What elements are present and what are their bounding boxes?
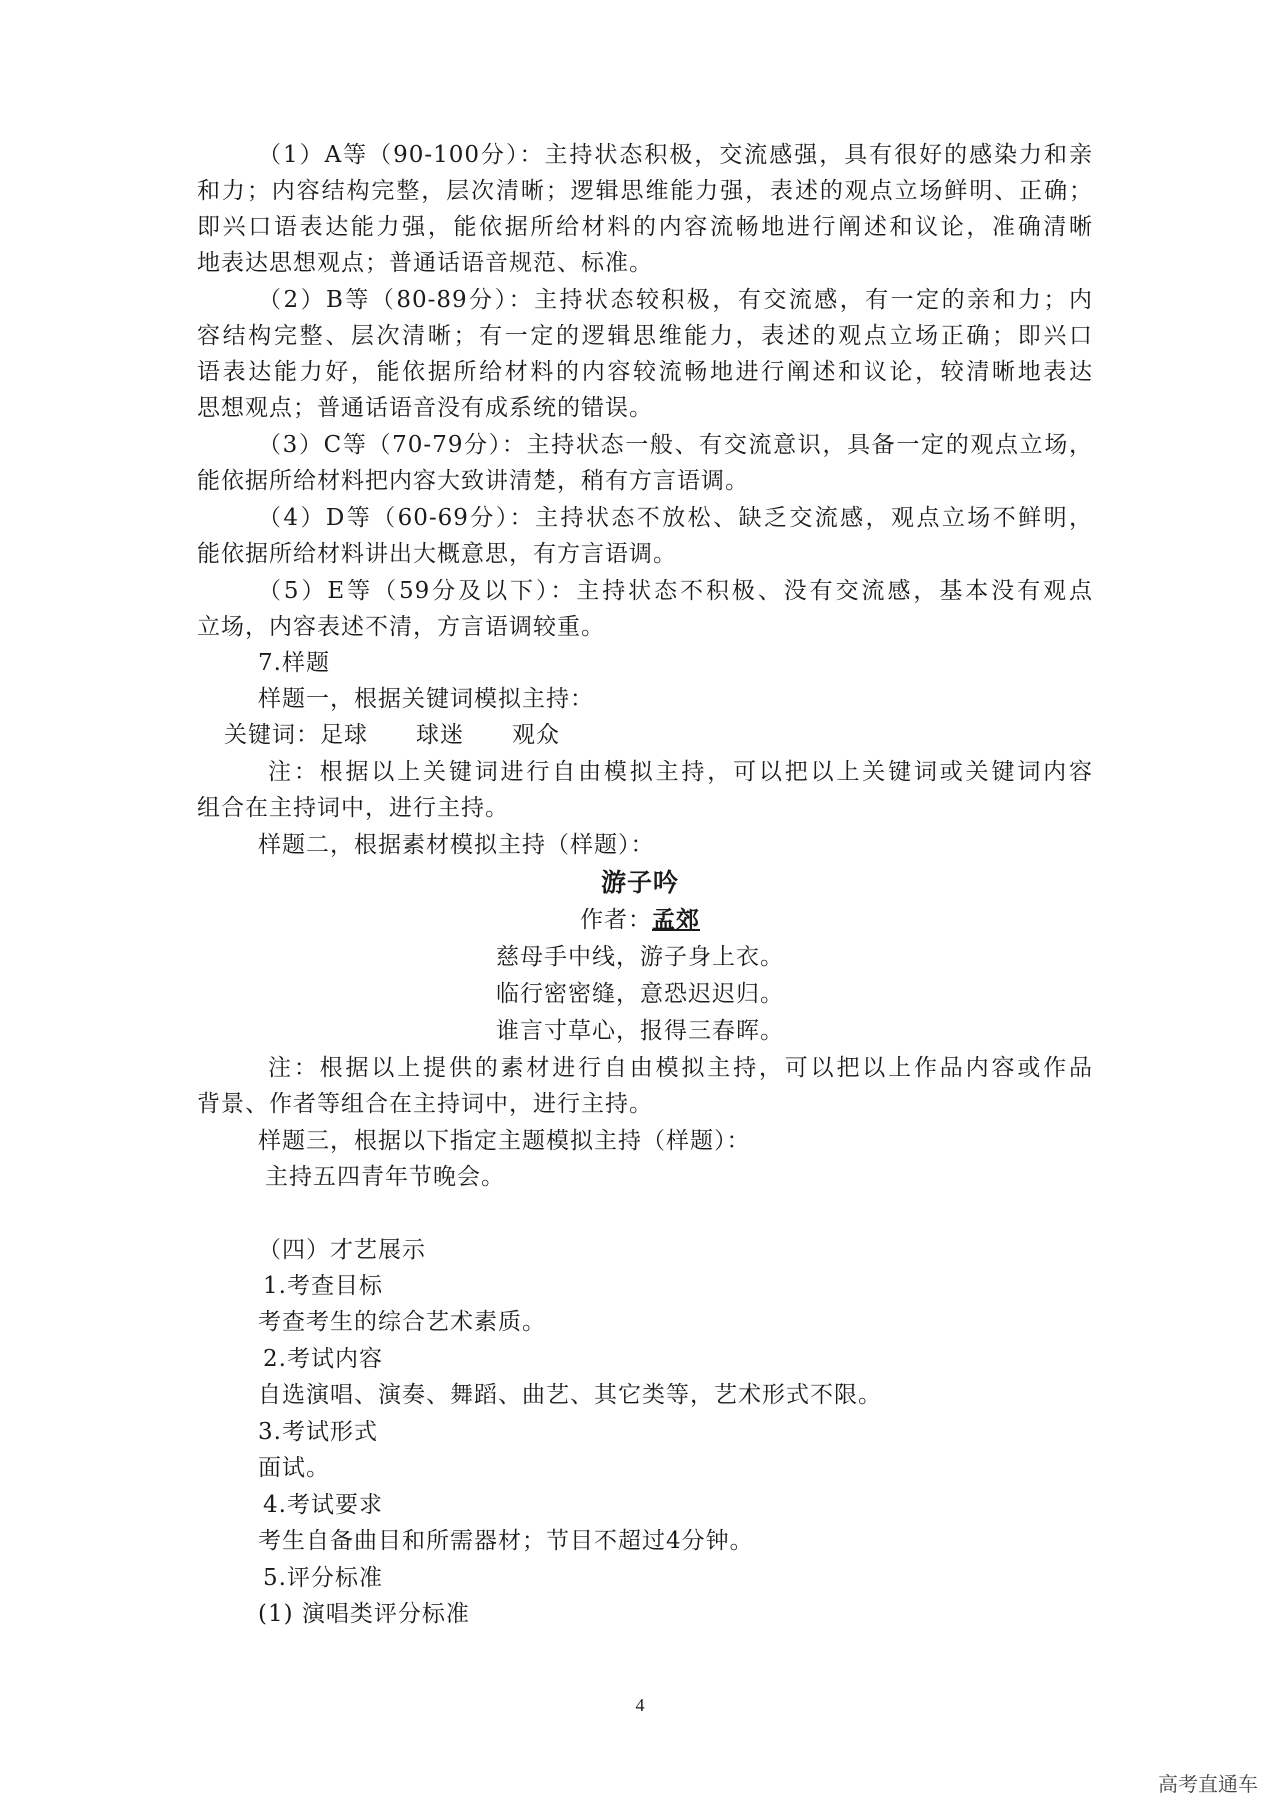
grade-b-line-2: 容结构完整、层次清晰；有一定的逻辑思维能力，表述的观点立场正确；即兴口 (197, 323, 1093, 349)
sample-1-intro: 样题一，根据关键词模拟主持： (258, 686, 594, 712)
poem-line-2: 临行密密缝，意恐迟迟归。 (496, 981, 784, 1007)
talent-heading: （四）才艺展示 (258, 1237, 426, 1263)
talent-s4-title: 4.考试要求 (263, 1492, 383, 1518)
grade-c-line-2: 能依据所给材料把内容大致讲清楚，稍有方言语调。 (197, 468, 749, 494)
poem-author-label: 作者： (580, 907, 652, 933)
grade-c-line-1: （3）C等（70-79分）：主持状态一般、有交流意识，具备一定的观点立场， (258, 432, 1093, 458)
sample-1-keywords: 关键词：足球 球迷 观众 (224, 722, 560, 748)
samples-heading: 7.样题 (258, 650, 330, 676)
talent-s3-text: 面试。 (258, 1455, 330, 1481)
sample-3-intro: 样题三，根据以下指定主题模拟主持（样题）： (258, 1128, 751, 1154)
grade-a-line-2: 和力；内容结构完整，层次清晰；逻辑思维能力强，表述的观点立场鲜明、正确； (197, 178, 1093, 204)
grade-b-line-4: 思想观点；普通话语音没有成系统的错误。 (197, 395, 653, 421)
talent-s4-text: 考生自备曲目和所需器材；节目不超过4分钟。 (258, 1528, 754, 1554)
sample-2-note-line-2: 背景、作者等组合在主持词中，进行主持。 (197, 1091, 653, 1117)
talent-s2-text: 自选演唱、演奏、舞蹈、曲艺、其它类等，艺术形式不限。 (258, 1382, 882, 1408)
grade-d-line-1: （4）D等（60-69分）：主持状态不放松、缺乏交流感，观点立场不鲜明， (258, 505, 1093, 531)
poem-line-1: 慈母手中线，游子身上衣。 (496, 944, 784, 970)
grade-a-line-4: 地表达思想观点；普通话语音规范、标准。 (197, 250, 653, 276)
watermark-text: 高考直通车 (1158, 1772, 1258, 1796)
talent-s5-sub: (1) 演唱类评分标准 (258, 1601, 470, 1627)
sample-1-note-line-1: 注：根据以上关键词进行自由模拟主持，可以把以上关键词或关键词内容 (268, 759, 1093, 785)
talent-s3-title: 3.考试形式 (258, 1419, 378, 1445)
grade-a-line-3: 即兴口语表达能力强，能依据所给材料的内容流畅地进行阐述和议论，准确清晰 (197, 214, 1093, 240)
sample-2-note-line-1: 注：根据以上提供的素材进行自由模拟主持，可以把以上作品内容或作品 (268, 1055, 1093, 1081)
grade-b-line-3: 语表达能力好，能依据所给材料的内容较流畅地进行阐述和议论，较清晰地表达 (197, 359, 1093, 385)
poem-title: 游子吟 (600, 868, 679, 897)
poem-author-line (0, 905, 1280, 935)
talent-s2-title: 2.考试内容 (263, 1346, 383, 1372)
grade-e-line-2: 立场，内容表述不清，方言语调较重。 (197, 614, 605, 640)
sample-3-topic: 主持五四青年节晚会。 (265, 1164, 505, 1190)
talent-s1-title: 1.考查目标 (263, 1273, 383, 1299)
sample-1-note-line-2: 组合在主持词中，进行主持。 (197, 795, 509, 821)
talent-s1-text: 考查考生的综合艺术素质。 (258, 1309, 546, 1335)
sample-2-intro: 样题二，根据素材模拟主持（样题）： (258, 832, 655, 858)
grade-b-line-1: （2）B等（80-89分）：主持状态较积极，有交流感，有一定的亲和力；内 (258, 287, 1093, 313)
page-number: 4 (635, 1695, 645, 1715)
poem-line-3: 谁言寸草心，报得三春晖。 (496, 1018, 784, 1044)
grade-e-line-1: （5）E等（59分及以下）：主持状态不积极、没有交流感，基本没有观点 (258, 578, 1093, 604)
grade-d-line-2: 能依据所给材料讲出大概意思，有方言语调。 (197, 541, 677, 567)
poem-author-name: 孟郊 (652, 906, 700, 933)
talent-s5-title: 5.评分标准 (263, 1565, 383, 1591)
grade-a-line-1: （1）A等（90-100分）：主持状态积极，交流感强，具有很好的感染力和亲 (258, 142, 1093, 168)
